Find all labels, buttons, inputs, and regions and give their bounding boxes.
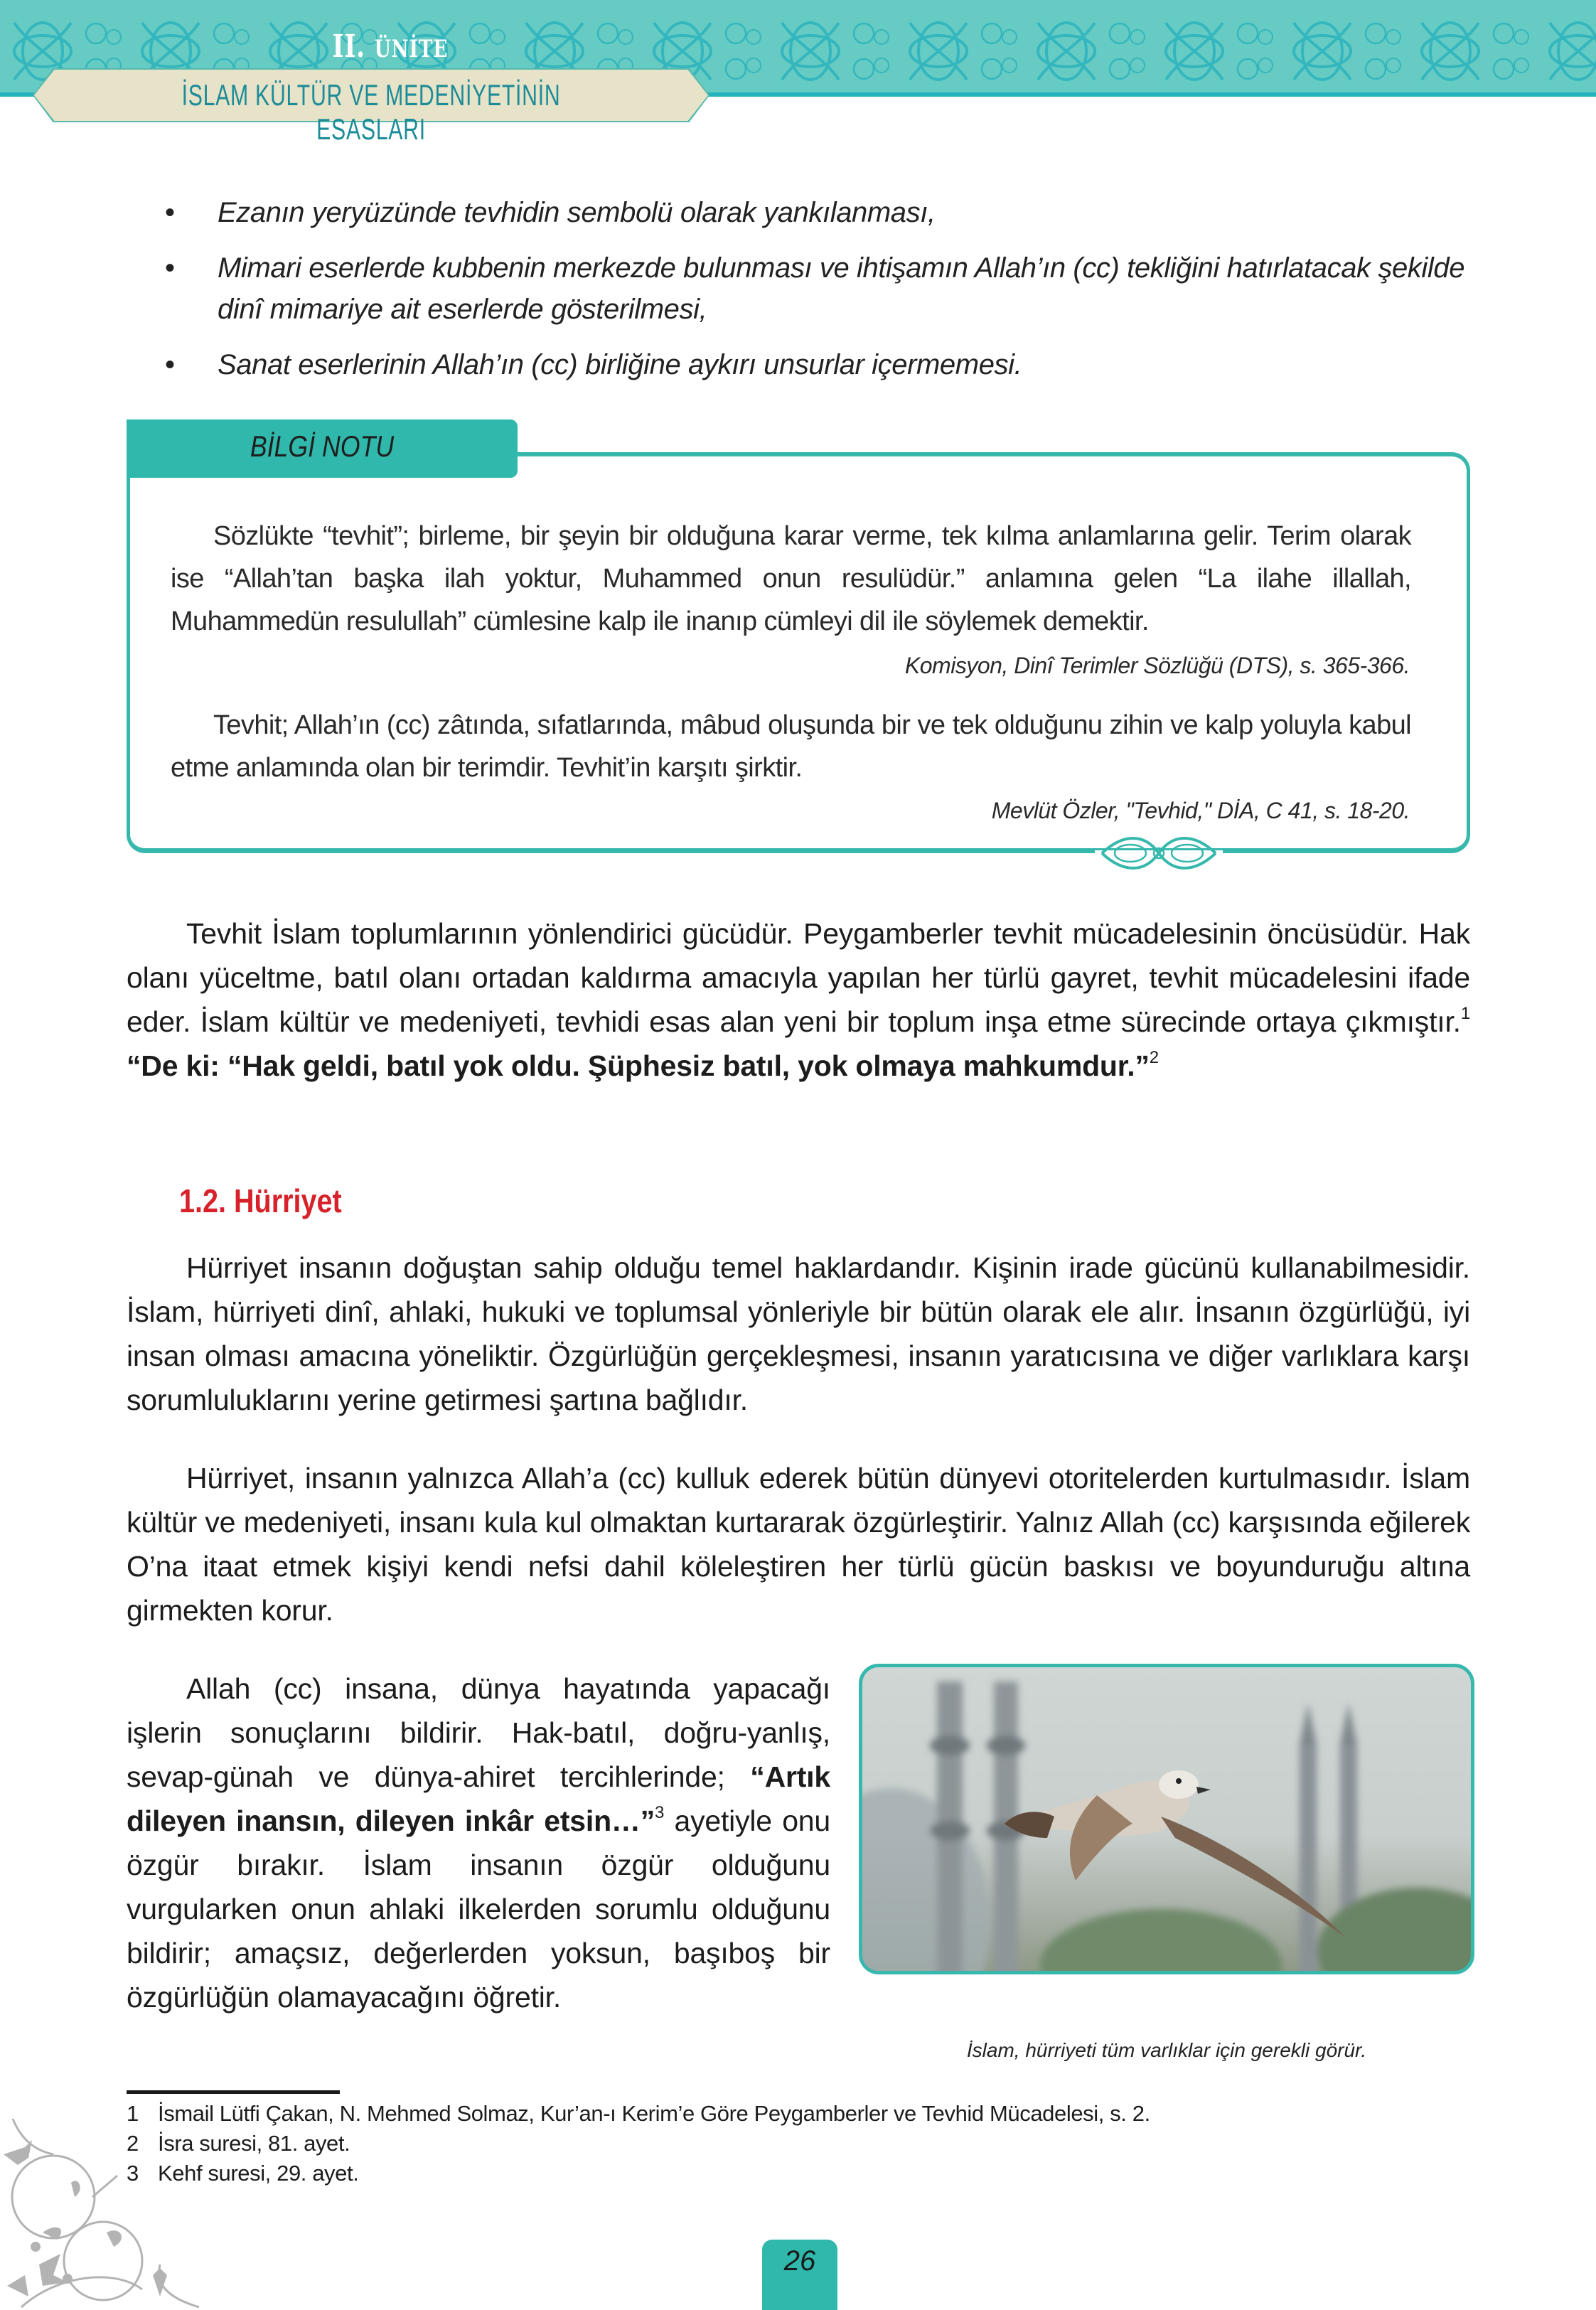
photo-seagull-mosque (859, 1664, 1474, 1974)
bullet-icon: • (165, 252, 175, 284)
footnote-ref[interactable]: 2 (1149, 1048, 1159, 1067)
info-paragraph: Tevhit; Allah’ın (cc) zâtında, sıfatlarında, mâbud oluşunda bir ve tek olduğunu zihin ve kalp yoluyla kabul etme anlamında olan bir terimdir. Tevhit’in karşıtı şirktir. (171, 710, 1411, 783)
footnote-item: 1 İsmail Lütfi Çakan, N. Mehmed Solmaz, Kur’an-ı Kerim’e Göre Peygamberler ve Tevhid Mücadelesi, s. 2. (127, 2101, 1150, 2126)
body-paragraph: Tevhit İslam toplumlarının yönlendirici gücüdür. Peygamberler tevhit mücadelesinin öncüsüdür. Hak olanı yüceltme, batıl olanı ortadan kaldırma amacıyla yapılan her türlü gayret, tevhit mücadelesini ifade eder. İslam kültür ve medeniyeti, tevhidi esas alan yeni bir toplum inşa etme sürecinde ortaya çıkmıştır.$^1$ “De ki: “Hak geldi, batıl yok oldu. Şüphesiz batıl, yok olmaya mahkumdur.”$^2$ (127, 917, 1470, 1082)
photo-caption: İslam, hürriyeti tüm varlıklar için gerekli görür. (966, 2039, 1367, 2061)
bullet-icon: • (165, 197, 175, 228)
footnote-ref[interactable]: 3 (655, 1803, 665, 1822)
bullet-icon: • (165, 349, 175, 380)
body-paragraph: Hürriyet, insanın yalnızca Allah’a (cc) kulluk ederek bütün dünyevi otoritelerden kurtulmasıdır. İslam kültür ve medeniyeti, insanı kula kul olmaktan kurtararak özgürleştirir. Yalnız Allah (cc) karşısında eğilerek O’na itaat etmek kişiyi kendi nefsi dahil köleleştiren her türlü gücün baskısı ve boyunduruğu altına girmekten korur. (127, 1462, 1470, 1627)
bullet-item: • Sanat eserlerinin Allah’ın (cc) birliğine aykırı unsurlar içermemesi. (165, 344, 1473, 385)
info-source: Mevlüt Özler, "Tevhid," DİA, C 41, s. 18-20. (991, 798, 1410, 823)
chapter-title: İSLAM KÜLTÜR VE MEDENİYETİNİN ESASLARI (181, 78, 561, 146)
section-heading: 1.2. Hürriyet (179, 1182, 342, 1219)
seagull-photo-icon (862, 1667, 1474, 1974)
bullet-item: • Mimari eserlerde kubbenin merkezde bulunması ve ihtişamın Allah’ın (cc) tekliğini hatırlatacak şekilde dinî mimariye ait eserlerde gösterilmesi, (165, 247, 1473, 330)
footnote-list (127, 2099, 1150, 2188)
bullet-item: • Ezanın yeryüzünde tevhidin sembolü olarak yankılanması, (165, 192, 1473, 233)
quran-quote: “De ki: “Hak geldi, batıl yok oldu. Şüphesiz batıl, yok olmaya mahkumdur.” (127, 1049, 1150, 1082)
info-paragraph: Sözlükte “tevhit”; birleme, bir şeyin bir olduğuna karar verme, tek kılma anlamlarına gelir. Terim olarak ise “Allah’tan başka ilah yoktur, Muhammed onun resulüdür.” anlamına gelen “La ilahe illallah, Muhammedün resulullah” cümlesine kalp ile inanıp cümleyi dil ile söylemek demektir. (171, 521, 1411, 636)
footnote-item: 3 Kehf suresi, 29. ayet. (127, 2161, 359, 2186)
unit-title (85, 28, 695, 65)
quran-quote: “Artık dileyen inansın, dileyen inkâr etsin…” (127, 1760, 830, 1837)
footnote-divider (127, 2090, 340, 2094)
info-source: Komisyon, Dinî Terimler Sözlüğü (DTS), s. 365-366. (904, 653, 1410, 678)
bullet-list (165, 192, 1473, 400)
unit-word: ÜNİTE (374, 35, 449, 63)
decorative-flourish-icon (1095, 833, 1223, 873)
footnote-ref[interactable]: 1 (1460, 1004, 1470, 1023)
body-paragraph: Allah (cc) insana, dünya hayatında yapacağı işlerin sonuçlarını bildirir. Hak-batıl, doğru-yanlış, sevap-günah ve dünya-ahiret tercihlerinde; “Artık dileyen inansın, dileyen inkâr etsin…”$^3$ ayetiyle onu özgür bırakır. İslam insanın özgür olduğunu vurgularken onun ahlaki ilkelerden sorumlu olduğunu bildirir; amaçsız, değerlerden yoksun, başıboş bir özgürlüğün olamayacağını öğretir. (127, 1672, 830, 2014)
page-number: 26 (783, 2245, 816, 2277)
body-paragraph: Hürriyet insanın doğuştan sahip olduğu temel haklardandır. Kişinin irade gücünü kullanabilmesidir. İslam, hürriyeti dinî, ahlaki, hukuki ve toplumsal yönleriyle bir bütün olarak ele alır. İnsanın özgürlüğü, iyi insan olması amacına yöneliktir. Özgürlüğün gerçekleşmesi, insanın yaratıcısına ve diğer varlıklara karşı sorumluluklarını yerine getirmesi şartına bağlıdır. (127, 1251, 1470, 1416)
footnote-item: 2 İsra suresi, 81. ayet. (127, 2131, 350, 2156)
floral-corner-ornament-icon (0, 2097, 213, 2310)
info-box-title: BİLGİ NOTU (250, 429, 395, 463)
unit-number: II. (332, 28, 365, 65)
